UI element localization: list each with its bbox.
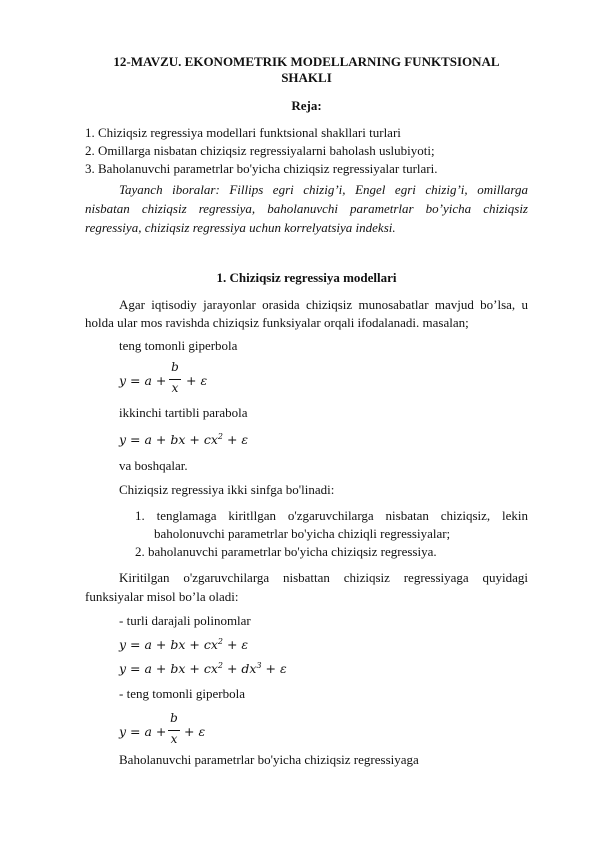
formula-poly3-exponent-2: 3	[256, 661, 262, 670]
polynomial-3-formula	[119, 661, 287, 677]
formula-hyperbola-rhs: + ε	[186, 373, 208, 388]
plan-item-2: 2. Omillarga nisbatan chiziqsiz regressiyalarni baholash uslubiyoti;	[85, 143, 435, 158]
class-1-line-1: 1. tenglamaga kiritllgan o'zgaruvchilarga nisbatan chiziqsiz, lekin	[135, 508, 528, 523]
last-line: Baholanuvchi parametrlar bo'yicha chiziqsiz regressiyaga	[119, 752, 419, 767]
formula-hyperbola-numerator: b	[171, 360, 179, 374]
hyperbola-label-2: - teng tomonli giperbola	[119, 686, 246, 701]
formula-parabola-tail: + ε	[222, 432, 249, 447]
parabola-formula	[119, 432, 248, 448]
formula-parabola-main: y = a + bx + cx	[119, 432, 218, 447]
title-line-1: 12-MAVZU. EKONOMETRIK MODELLARNING FUNKTSIONAL	[113, 54, 500, 69]
formula-poly3-tail: + ε	[261, 661, 287, 676]
hyperbola-label: teng tomonli giperbola	[119, 338, 238, 353]
keywords-line-3: regressiya, chiziqsiz regressiya uchun korrelyatsiya indeksi.	[85, 220, 396, 235]
formula-poly3-mid: + dx	[222, 661, 257, 676]
parabola-label: ikkinchi tartibli parabola	[119, 405, 248, 420]
paragraph-1-line-1: Agar iqtisodiy jarayonlar orasida chiziqsiz munosabatlar mavjud bo’lsa, u	[119, 297, 528, 312]
formula-poly3-main: y = a + bx + cx	[119, 661, 218, 676]
plan-heading: Reja:	[291, 98, 322, 113]
title-line-2: SHAKLI	[281, 70, 332, 85]
formula-poly2-tail: + ε	[222, 637, 249, 652]
plan-item-1: 1. Chiziqsiz regressiya modellari funktsional shakllari turlari	[85, 125, 401, 140]
formula-hyperbola2-rhs: + ε	[184, 724, 206, 739]
plan-item-3: 3. Baholanuvchi parametrlar bo'yicha chiziqsiz regressiyalar turlari.	[85, 161, 438, 176]
fraction-bar	[169, 379, 181, 380]
class-1-line-2: baholonuvchi parametrlar bo'yicha chiziqli regressiyalar;	[154, 526, 451, 541]
polynomial-2-formula	[119, 637, 248, 653]
paragraph-2-line-1: Kiritilgan o'zgaruvchilarga nisbattan chiziqsiz regressiyaga quyidagi	[119, 570, 528, 585]
formula-poly2-main: y = a + bx + cx	[119, 637, 218, 652]
etc-line: va boshqalar.	[119, 458, 188, 473]
paragraph-1-line-2: holda ular mos ravishda chiziqsiz funksiyalar orqali ifodalanadi. masalan;	[85, 315, 469, 330]
paragraph-2-line-2: funksiyalar misol bo’la oladi:	[85, 589, 239, 604]
formula-hyperbola2-numerator: b	[170, 711, 178, 725]
formula-poly3-exponent-1: 2	[217, 661, 223, 670]
formula-hyperbola2-denominator: x	[170, 732, 178, 746]
class-2: 2. baholanuvchi parametrlar bo'yicha chiziqsiz regressiya.	[135, 544, 437, 559]
classes-intro: Chiziqsiz regressiya ikki sinfga bo'linadi:	[119, 482, 335, 497]
polynomials-label: - turli darajali polinomlar	[119, 613, 251, 628]
formula-hyperbola2-lhs: y = a +	[119, 724, 167, 739]
fraction-bar	[168, 730, 180, 731]
keywords-line-1: Tayanch iboralar: Fillips egri chizig’i, Engel egri chizig’i, omillarga	[119, 182, 528, 197]
section-heading: 1. Chiziqsiz regressiya modellari	[216, 270, 397, 285]
formula-hyperbola-denominator: x	[171, 381, 179, 395]
formula-poly2-exponent: 2	[217, 637, 223, 646]
formula-parabola-exponent: 2	[217, 432, 223, 441]
formula-hyperbola-lhs: y = a +	[119, 373, 167, 388]
keywords-line-2: nisbatan chiziqsiz regressiya, baholanuvchi parametrlar bo’yicha chiziqsiz	[85, 201, 528, 216]
